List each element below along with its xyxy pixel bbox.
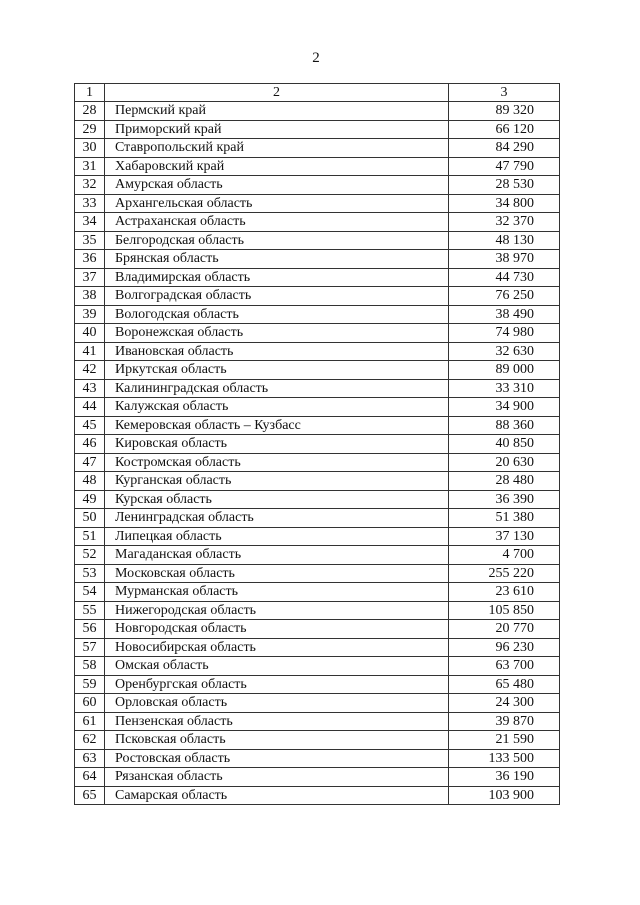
- row-number: 63: [75, 749, 105, 768]
- region-name: Новосибирская область: [105, 638, 449, 657]
- row-number: 64: [75, 768, 105, 787]
- table-row: [75, 749, 560, 768]
- region-name: Новгородская область: [105, 620, 449, 639]
- row-value: 38 490: [449, 305, 560, 324]
- row-value: 96 230: [449, 638, 560, 657]
- table-row: [75, 361, 560, 380]
- row-number: 39: [75, 305, 105, 324]
- region-name: Ленинградская область: [105, 509, 449, 528]
- row-value: 38 970: [449, 250, 560, 269]
- table-row: [75, 675, 560, 694]
- row-number: 59: [75, 675, 105, 694]
- table-row: [75, 139, 560, 158]
- region-name: Воронежская область: [105, 324, 449, 343]
- row-value: 89 320: [449, 102, 560, 121]
- row-value: 21 590: [449, 731, 560, 750]
- regions-table: [74, 83, 560, 805]
- table-row: [75, 416, 560, 435]
- row-value: 44 730: [449, 268, 560, 287]
- table-row: [75, 786, 560, 805]
- row-number: 55: [75, 601, 105, 620]
- table-row: [75, 527, 560, 546]
- row-value: 133 500: [449, 749, 560, 768]
- row-value: 65 480: [449, 675, 560, 694]
- row-number: 47: [75, 453, 105, 472]
- table-row: [75, 731, 560, 750]
- table-row: [75, 768, 560, 787]
- row-value: 36 390: [449, 490, 560, 509]
- region-name: Ростовская область: [105, 749, 449, 768]
- table-header-row: [75, 84, 560, 102]
- table-row: [75, 268, 560, 287]
- row-value: 24 300: [449, 694, 560, 713]
- row-value: 66 120: [449, 120, 560, 139]
- page-number: 2: [312, 50, 320, 66]
- region-name: Пензенская область: [105, 712, 449, 731]
- region-name: Архангельская область: [105, 194, 449, 213]
- row-number: 54: [75, 583, 105, 602]
- row-value: 33 310: [449, 379, 560, 398]
- table-row: [75, 509, 560, 528]
- row-number: 34: [75, 213, 105, 232]
- row-number: 35: [75, 231, 105, 250]
- region-name: Самарская область: [105, 786, 449, 805]
- table-row: [75, 564, 560, 583]
- region-name: Волгоградская область: [105, 287, 449, 306]
- region-name: Калужская область: [105, 398, 449, 417]
- region-name: Белгородская область: [105, 231, 449, 250]
- row-number: 40: [75, 324, 105, 343]
- row-number: 32: [75, 176, 105, 195]
- row-number: 28: [75, 102, 105, 121]
- row-number: 36: [75, 250, 105, 269]
- row-value: 76 250: [449, 287, 560, 306]
- region-name: Владимирская область: [105, 268, 449, 287]
- table-row: [75, 638, 560, 657]
- row-value: 89 000: [449, 361, 560, 380]
- region-name: Хабаровский край: [105, 157, 449, 176]
- table-row: [75, 157, 560, 176]
- region-name: Амурская область: [105, 176, 449, 195]
- table-row: [75, 657, 560, 676]
- table-row: [75, 324, 560, 343]
- row-value: 36 190: [449, 768, 560, 787]
- header-col-1: 1: [75, 84, 105, 102]
- row-value: 32 630: [449, 342, 560, 361]
- table-row: [75, 342, 560, 361]
- row-number: 33: [75, 194, 105, 213]
- row-number: 52: [75, 546, 105, 565]
- row-number: 45: [75, 416, 105, 435]
- table-row: [75, 712, 560, 731]
- row-number: 37: [75, 268, 105, 287]
- region-name: Псковская область: [105, 731, 449, 750]
- row-value: 40 850: [449, 435, 560, 454]
- table-row: [75, 287, 560, 306]
- table-row: [75, 472, 560, 491]
- row-value: 51 380: [449, 509, 560, 528]
- header-col-3: 3: [449, 84, 560, 102]
- table-row: [75, 305, 560, 324]
- row-value: 63 700: [449, 657, 560, 676]
- table-row: [75, 213, 560, 232]
- row-number: 49: [75, 490, 105, 509]
- region-name: Ставропольский край: [105, 139, 449, 158]
- region-name: Липецкая область: [105, 527, 449, 546]
- header-col-2: 2: [105, 84, 449, 102]
- table-row: [75, 601, 560, 620]
- table-row: [75, 379, 560, 398]
- row-number: 50: [75, 509, 105, 528]
- row-value: 84 290: [449, 139, 560, 158]
- region-name: Калининградская область: [105, 379, 449, 398]
- row-value: 28 480: [449, 472, 560, 491]
- region-name: Московская область: [105, 564, 449, 583]
- row-number: 46: [75, 435, 105, 454]
- row-number: 65: [75, 786, 105, 805]
- row-value: 23 610: [449, 583, 560, 602]
- region-name: Брянская область: [105, 250, 449, 269]
- row-value: 28 530: [449, 176, 560, 195]
- row-value: 32 370: [449, 213, 560, 232]
- region-name: Магаданская область: [105, 546, 449, 565]
- region-name: Мурманская область: [105, 583, 449, 602]
- row-value: 4 700: [449, 546, 560, 565]
- row-number: 44: [75, 398, 105, 417]
- region-name: Оренбургская область: [105, 675, 449, 694]
- region-name: Рязанская область: [105, 768, 449, 787]
- table-row: [75, 453, 560, 472]
- region-name: Иркутская область: [105, 361, 449, 380]
- table-row: [75, 250, 560, 269]
- row-value: 105 850: [449, 601, 560, 620]
- row-value: 20 770: [449, 620, 560, 639]
- table-row: [75, 120, 560, 139]
- region-name: Приморский край: [105, 120, 449, 139]
- row-number: 62: [75, 731, 105, 750]
- region-name: Орловская область: [105, 694, 449, 713]
- table-row: [75, 231, 560, 250]
- row-number: 41: [75, 342, 105, 361]
- row-number: 43: [75, 379, 105, 398]
- table-row: [75, 583, 560, 602]
- row-value: 37 130: [449, 527, 560, 546]
- row-number: 31: [75, 157, 105, 176]
- row-value: 34 900: [449, 398, 560, 417]
- row-number: 56: [75, 620, 105, 639]
- row-value: 48 130: [449, 231, 560, 250]
- row-number: 42: [75, 361, 105, 380]
- row-value: 20 630: [449, 453, 560, 472]
- row-number: 61: [75, 712, 105, 731]
- row-number: 51: [75, 527, 105, 546]
- region-name: Кировская область: [105, 435, 449, 454]
- region-name: Пермский край: [105, 102, 449, 121]
- row-value: 103 900: [449, 786, 560, 805]
- row-value: 255 220: [449, 564, 560, 583]
- region-name: Нижегородская область: [105, 601, 449, 620]
- row-number: 60: [75, 694, 105, 713]
- row-number: 29: [75, 120, 105, 139]
- table-row: [75, 435, 560, 454]
- region-name: Омская область: [105, 657, 449, 676]
- row-value: 47 790: [449, 157, 560, 176]
- row-number: 30: [75, 139, 105, 158]
- row-value: 88 360: [449, 416, 560, 435]
- region-name: Костромская область: [105, 453, 449, 472]
- table-row: [75, 398, 560, 417]
- row-number: 38: [75, 287, 105, 306]
- region-name: Кемеровская область – Кузбасс: [105, 416, 449, 435]
- table-row: [75, 694, 560, 713]
- row-number: 53: [75, 564, 105, 583]
- row-number: 57: [75, 638, 105, 657]
- table-row: [75, 102, 560, 121]
- row-number: 58: [75, 657, 105, 676]
- table-row: [75, 490, 560, 509]
- row-value: 39 870: [449, 712, 560, 731]
- region-name: Ивановская область: [105, 342, 449, 361]
- region-name: Астраханская область: [105, 213, 449, 232]
- row-number: 48: [75, 472, 105, 491]
- table-row: [75, 176, 560, 195]
- region-name: Курганская область: [105, 472, 449, 491]
- row-value: 34 800: [449, 194, 560, 213]
- table-row: [75, 194, 560, 213]
- table-row: [75, 546, 560, 565]
- region-name: Вологодская область: [105, 305, 449, 324]
- region-name: Курская область: [105, 490, 449, 509]
- row-value: 74 980: [449, 324, 560, 343]
- table-row: [75, 620, 560, 639]
